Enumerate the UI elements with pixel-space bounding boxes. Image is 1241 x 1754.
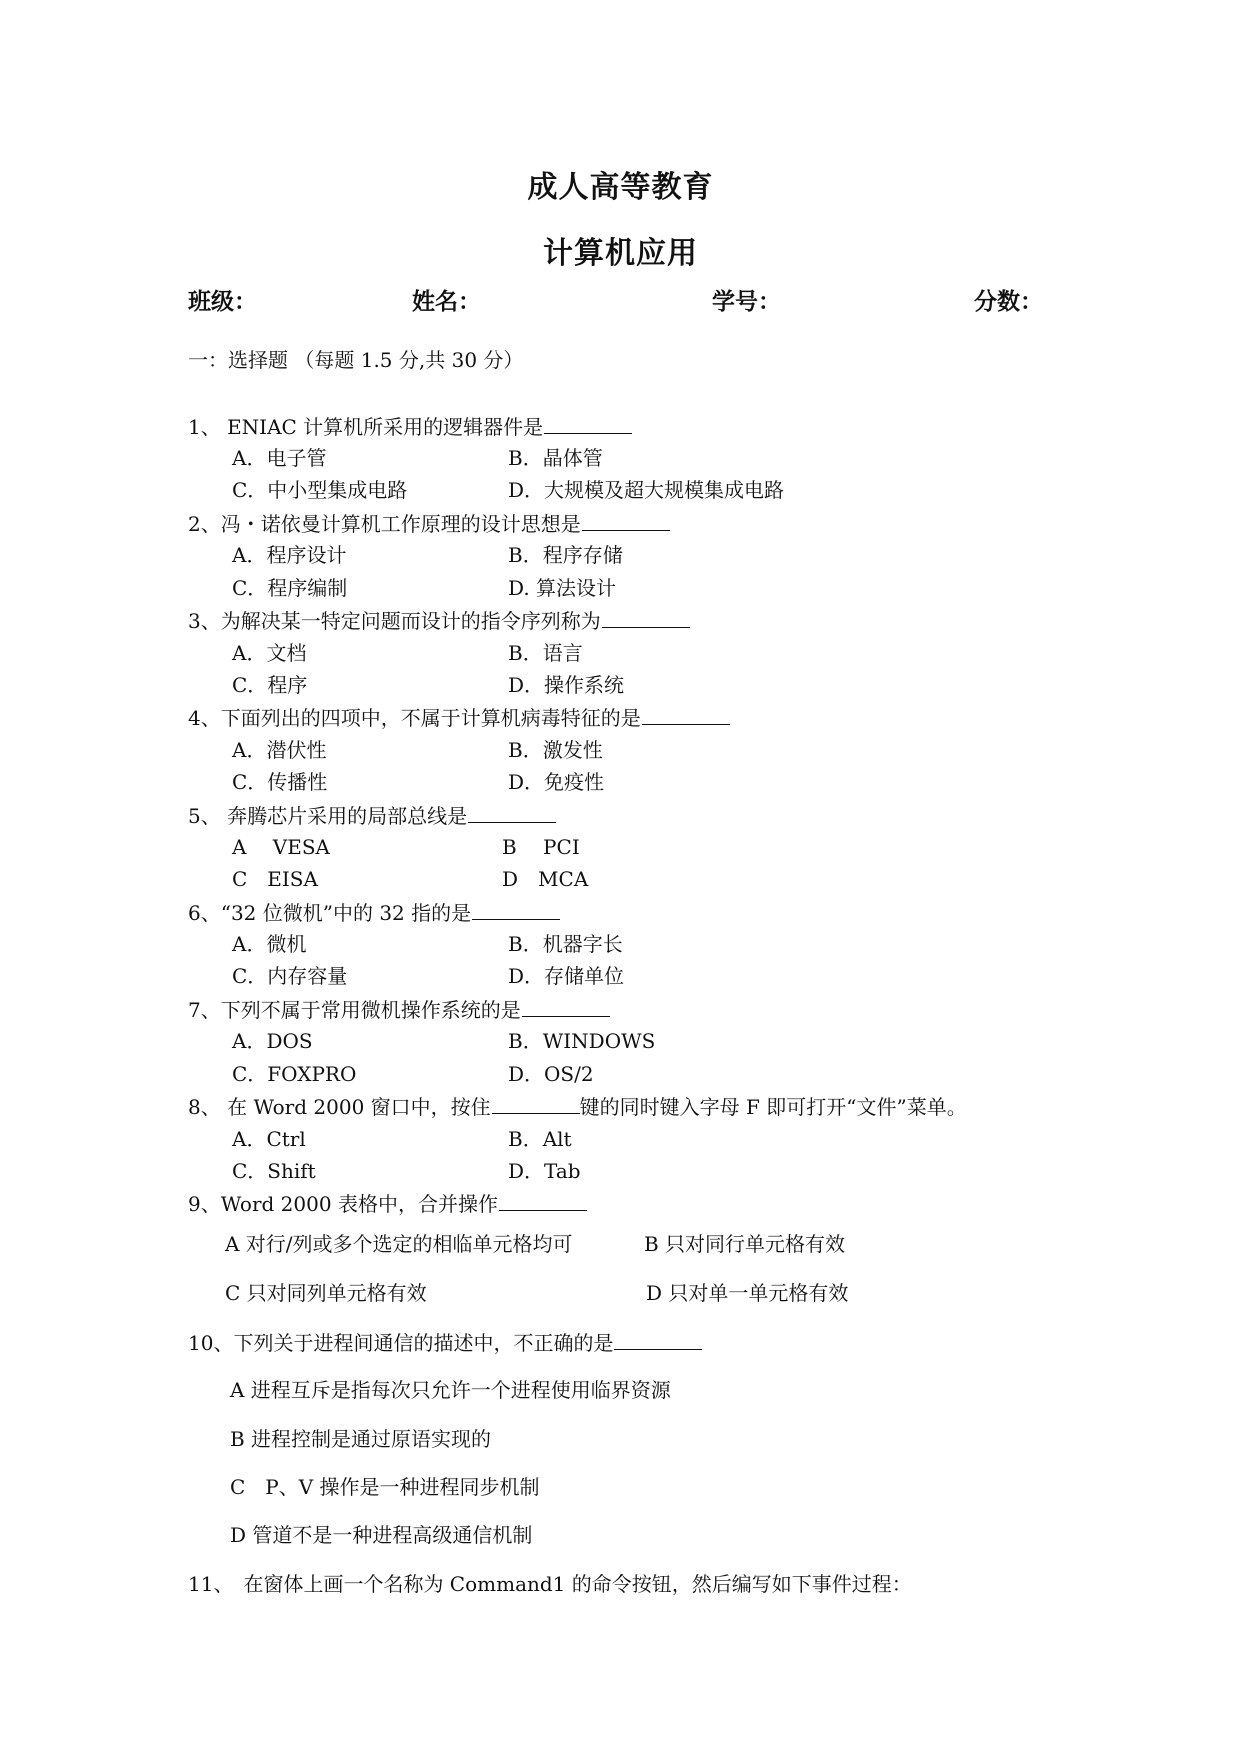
question-4-stem: 4、下面列出的四项中，不属于计算机病毒特征的是 [188, 704, 730, 731]
class-label: 班级： [188, 289, 257, 315]
question-6-stem: 6、“32 位微机”中的 32 指的是 [188, 899, 560, 926]
option-c: C．Shift [232, 1159, 316, 1183]
question-9-stem: 9、Word 2000 表格中，合并操作 [188, 1190, 587, 1217]
option-d: D．操作系统 [508, 673, 625, 697]
option-d: D．大规模及超大规模集成电路 [508, 478, 785, 502]
option-a: A．潜伏性 [232, 738, 327, 762]
option-a: A．DOS [232, 1029, 313, 1053]
option-b: B 进程控制是通过原语实现的 [230, 1427, 492, 1451]
option-d: D MCA [502, 867, 589, 891]
option-c: C．程序 [232, 673, 308, 697]
option-c: C 只对同列单元格有效 [225, 1281, 427, 1305]
option-a: A 进程互斥是指每次只允许一个进程使用临界资源 [230, 1378, 671, 1402]
document-title: 成人高等教育 [527, 170, 714, 205]
answer-blank [642, 704, 730, 725]
section-heading: 一：选择题 （每题 1.5 分,共 30 分） [188, 348, 524, 372]
answer-blank [544, 413, 632, 434]
subject-title: 计算机应用 [543, 236, 698, 271]
question-5-stem: 5、 奔腾芯片采用的局部总线是 [188, 802, 556, 829]
student-id-label: 学号： [712, 289, 781, 315]
option-c: C P、V 操作是一种进程同步机制 [230, 1475, 540, 1499]
option-d: D．存储单位 [508, 964, 625, 988]
option-b: B．晶体管 [508, 446, 603, 470]
option-c: C．内存容量 [232, 964, 348, 988]
option-d: D 只对单一单元格有效 [646, 1281, 849, 1305]
answer-blank [499, 1190, 587, 1211]
answer-blank [468, 802, 556, 823]
option-d: D．Tab [508, 1159, 581, 1183]
question-3-stem: 3、为解决某一特定问题而设计的指令序列称为 [188, 607, 690, 634]
option-d: D．免疫性 [508, 770, 605, 794]
option-c: C EISA [232, 867, 318, 891]
option-d: D. 算法设计 [508, 576, 617, 600]
question-7-stem: 7、下列不属于常用微机操作系统的是 [188, 996, 610, 1023]
option-c: C．传播性 [232, 770, 328, 794]
option-b: B．激发性 [508, 738, 603, 762]
score-label: 分数： [974, 289, 1043, 315]
option-a: A．程序设计 [232, 543, 347, 567]
option-a: A．文档 [232, 641, 307, 665]
option-a: A．Ctrl [232, 1127, 306, 1151]
question-10-stem: 10、下列关于进程间通信的描述中，不正确的是 [188, 1329, 702, 1356]
option-d: D 管道不是一种进程高级通信机制 [230, 1523, 533, 1547]
option-d: D．OS/2 [508, 1062, 594, 1086]
answer-blank [472, 899, 560, 920]
answer-blank [582, 510, 670, 531]
option-b: B．机器字长 [508, 932, 623, 956]
option-b: B．Alt [508, 1127, 572, 1151]
option-b: B 只对同行单元格有效 [644, 1232, 846, 1256]
option-a: A．电子管 [232, 446, 327, 470]
option-b: B PCI [502, 835, 580, 859]
question-2-stem: 2、冯・诺依曼计算机工作原理的设计思想是 [188, 510, 670, 537]
question-8-stem: 8、 在 Word 2000 窗口中，按住 键的同时键入字母 F 即可打开“文件”菜单。 [188, 1095, 967, 1119]
option-c: C．程序编制 [232, 576, 348, 600]
option-a: A 对行/列或多个选定的相临单元格均可 [225, 1232, 573, 1256]
option-c: C．FOXPRO [232, 1062, 357, 1086]
answer-blank [602, 607, 690, 628]
option-a: A．微机 [232, 932, 307, 956]
option-b: B．语言 [508, 641, 583, 665]
option-c: C．中小型集成电路 [232, 478, 408, 502]
question-11-stem: 11、 在窗体上画一个名称为 Command1 的命令按钮，然后编写如下事件过程： [188, 1572, 912, 1596]
answer-blank [492, 1093, 580, 1114]
option-b: B．WINDOWS [508, 1029, 656, 1053]
option-b: B．程序存储 [508, 543, 623, 567]
question-1-stem: 1、 ENIAC 计算机所采用的逻辑器件是 [188, 413, 632, 440]
name-label: 姓名： [412, 289, 481, 315]
answer-blank [614, 1329, 702, 1350]
option-a: A VESA [232, 835, 330, 859]
answer-blank [522, 996, 610, 1017]
